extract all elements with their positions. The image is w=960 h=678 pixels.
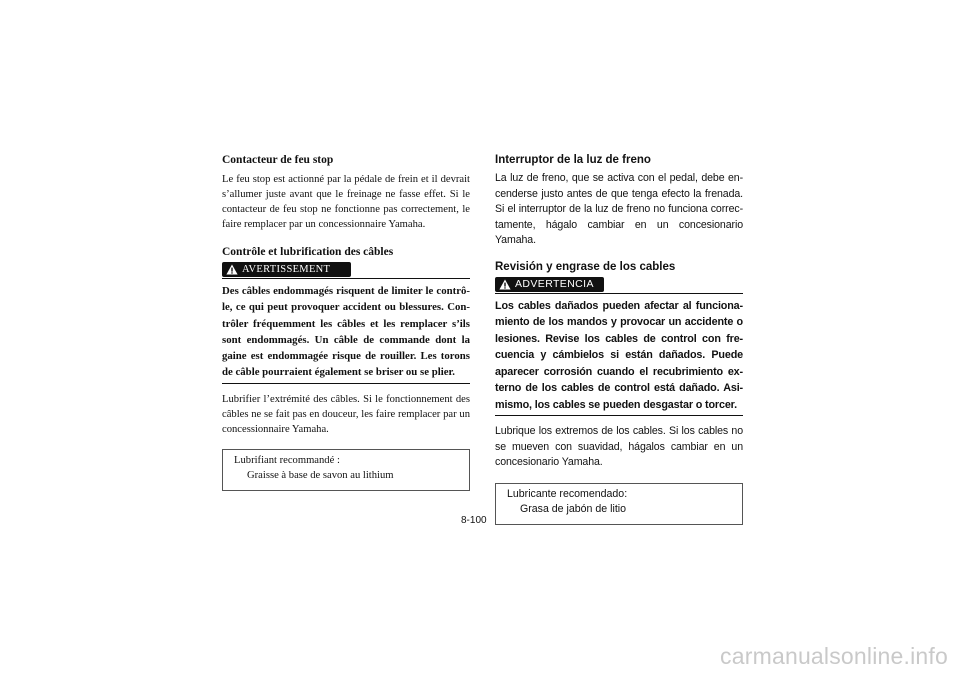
paragraph-cable-lubrication: Lubrifier l’extrémité des câbles. Si le fonctionnement des câbles ne se fait pas en douceur, les faire remplacer par un concessionnaire Yamaha. xyxy=(222,393,470,435)
section-heading-cables: Contrôle et lubrification des câbles xyxy=(222,246,394,258)
warning-label: ADVERTENCIA xyxy=(515,278,594,290)
recommended-lubricant-label: Lubrifiant recommandé : xyxy=(234,454,340,466)
spanish-column xyxy=(495,153,743,525)
warning-header-line xyxy=(495,277,743,294)
warning-header-line xyxy=(222,262,470,279)
warning-triangle-icon xyxy=(226,264,238,275)
warning-end-rule xyxy=(222,383,470,384)
watermark: carmanualsonline.info xyxy=(720,643,948,669)
recommended-lubricant-box xyxy=(222,449,470,491)
warning-end-rule xyxy=(495,415,743,416)
section-heading-brake-light-switch: Interruptor de la luz de freno xyxy=(495,154,651,166)
warning-badge xyxy=(495,277,604,292)
warning-badge xyxy=(222,262,351,277)
recommended-lubricant-value: Graisse à base de savon au lithium xyxy=(247,470,394,482)
paragraph-brake-light-switch: La luz de freno, que se activa con el pedal, debe en-cenderse justo antes de que tenga efecto la frenada. Si el interruptor de la luz de freno no funciona correc-tamente, hágalo cambiar en un concesionario Yamaha. xyxy=(495,172,743,246)
warning-text: Des câbles endommagés risquent de limiter le contrô-le, ce qui peut provoquer accident ou blessures. Con-trôler fréquemment les câbles et les remplacer s’ils sont endommagés. Un câble de commande dont la gaine est endommagée risque de rouiller. Les torons de câble pourraient également se briser ou se plier. xyxy=(222,285,470,379)
page-number: 8-100 xyxy=(461,515,487,526)
section-heading-brake-light-switch: Contacteur de feu stop xyxy=(222,154,334,166)
warning-label: AVERTISSEMENT xyxy=(242,264,331,275)
warning-triangle-icon xyxy=(499,279,511,290)
french-column xyxy=(222,153,470,491)
recommended-lubricant-value: Grasa de jabón de litio xyxy=(520,503,627,515)
section-heading-cables: Revisión y engrase de los cables xyxy=(495,260,676,273)
recommended-lubricant-label: Lubricante recomendado: xyxy=(507,487,628,500)
warning-text: Los cables dañados pueden afectar al funciona-miento de los mandos y provocar un accidente o lesiones. Revise los cables de control con fre-cuencia y cámbielos si están dañados. Puede aparecer corrosión cuando el recubrimiento ex-terno de los cables de control está dañado. Asi-mismo, los cables se pueden desgastar o torcer. xyxy=(495,299,743,411)
paragraph-cable-lubrication: Lubrique los extremos de los cables. Si los cables no se mueven con suavidad, hágalos cambiar en un concesionario Yamaha. xyxy=(495,425,743,468)
paragraph-brake-light-switch: Le feu stop est actionné par la pédale de frein et il devrait s’allumer juste avant que le freinage ne fasse effet. Si le contacteur de feu stop ne fonctionne pas correctement, le faire remplacer par un concessionnaire Yamaha. xyxy=(222,174,470,230)
recommended-lubricant-box xyxy=(495,483,743,525)
